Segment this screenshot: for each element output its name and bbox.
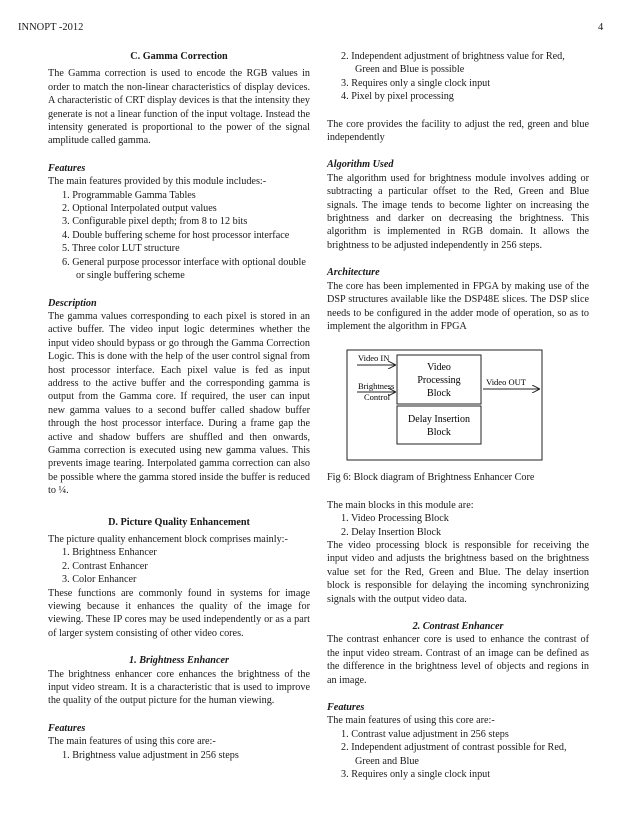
list-item: 3. Color Enhancer (62, 574, 137, 586)
section-heading-pqe: D. Picture Quality Enhancement (108, 516, 250, 528)
list-item: 1. Contrast value adjustment in 256 steps (341, 728, 509, 740)
contrast-paragraph: The contrast enhancer core is used to enhance the contrast of the input video stream. Contrast of an image can be defined as the difference in the brightness level of objects and regions in an image. (327, 634, 589, 686)
blocks-list (327, 512, 589, 539)
block2-line2: Block (427, 427, 451, 439)
description-paragraph: The gamma values corresponding to each pixel is stored in an active buffer. The video input logic determines whether the input video should bypass or go through the Gamma Correction Logic. This is done with the help of the user control signal from host processor interface. Each pixel value is fed as input address to the active buffer and the corresponding gamma is output from the Gamma core. If required, the user can input new gamma values to a second buffer called shadow buffer through the host processor interface. During a frame gap the active and shadow buffers are shuffled and then onwards, Gamma correction is executed using new gamma values. This prevents image tearing. Interpolated gamma correction can also be possible where the gamma stored inside the buffer is reduced to ¼. (48, 310, 310, 497)
list-item: 1. Brightness Enhancer (62, 547, 157, 559)
label-video-in: Video IN (358, 353, 390, 364)
architecture-paragraph: The core has been implemented in FPGA by making use of the DSP structures available like the DSP48E slices. The DSP slice needs to be configured in the adder mode of operation, so as to implement the algorithm in FPGA (327, 280, 589, 332)
block1-line1: Video (427, 362, 451, 374)
list-item: 1. Video Processing Block (341, 513, 449, 525)
features3-intro: The main features of using this core are:- (327, 715, 495, 727)
list-item: 4. Double buffering scheme for host processor interface (62, 229, 290, 241)
features3-heading: Features (327, 702, 365, 713)
list-item: 3. Configurable pixel depth; from 8 to 12 bits (62, 216, 248, 228)
blocks-paragraph: The video processing block is responsible for receiving the input video and adjusts the brightness based on the brightness value set for the Red, Green and Blue. The delay insertion block is responsible for delaying the incoming synchronizing signals with the output video data. (327, 539, 589, 605)
block-diagram (327, 342, 589, 464)
list-item: 2. Independent adjustment of brightness value for Red, Green and Blue is possible (341, 51, 565, 76)
algorithm-paragraph: The algorithm used for brightness module involves adding or subtracting a particular offset to the Red, Green and Blue signals. The image tends to become lighter on increasing the brightness and darker on decreasing the brightness. This algorithm is implemented in RGB domain. It allows the brightness to be adjusted independently in 256 steps. (327, 172, 589, 251)
core-paragraph: The core provides the facility to adjust the red, green and blue independently (327, 118, 589, 144)
features-list (48, 189, 310, 283)
description-heading: Description (48, 297, 97, 309)
pqe-list (48, 546, 310, 586)
block2-line1: Delay Insertion (408, 414, 470, 426)
delay-insertion-block (397, 406, 481, 444)
list-item: 3. Requires only a single clock input (341, 769, 491, 781)
label-video-out: Video OUT (486, 377, 526, 388)
block1-line3: Block (427, 388, 451, 400)
list-item: 2. Delay Insertion Block (341, 526, 442, 538)
algorithm-heading: Algorithm Used (327, 159, 394, 171)
features-intro: The main features provided by this module includes:- (48, 176, 267, 188)
features2-heading: Features (48, 722, 86, 734)
page-number: 4 (598, 22, 604, 33)
list-item: 2. Contrast Enhancer (62, 560, 148, 572)
section-heading-gamma: C. Gamma Correction (130, 51, 228, 62)
contrast-heading: 2. Contrast Enhancer (412, 620, 504, 632)
list-item: 1. Programmable Gamma Tables (62, 189, 196, 201)
list-item: 1. Brightness value adjustment in 256 steps (62, 749, 239, 761)
features2-list (48, 749, 310, 762)
features2-intro: The main features of using this core are:- (48, 736, 216, 748)
block-diagram-figure (327, 342, 589, 464)
block1-line2: Processing (417, 375, 461, 387)
list-item: 5. Three color LUT structure (62, 243, 180, 255)
list-item: 3. Requires only a single clock input (341, 77, 491, 89)
right-column (327, 50, 589, 781)
brightness-heading: 1. Brightness Enhancer (129, 655, 229, 667)
list-item: 4. Pixel by pixel processing (341, 91, 454, 103)
architecture-heading: Architecture (327, 267, 380, 279)
pqe-intro: The picture quality enhancement block comprises mainly:- (48, 534, 288, 545)
figure-caption: Fig 6: Block diagram of Brightness Enhancer Core (327, 472, 535, 484)
running-header: INNOPT -2012 (18, 22, 84, 33)
continued-features-list (327, 50, 589, 104)
label-brightness: Brightness (358, 381, 395, 392)
list-item: 6. General purpose processor interface with optional double or single buffering scheme (62, 256, 306, 282)
features3-list (327, 728, 589, 782)
left-column (48, 50, 310, 762)
features-heading: Features (48, 162, 86, 174)
gamma-intro-paragraph: The Gamma correction is used to encode the RGB values in order to match the non-linear characteristics of display devices. A characteristic of CRT display devices is that the intensity they generate is not a linear function of the input voltage. Instead the intensity generated is proportional to the power of the signal amplitude called gamma. (48, 68, 310, 147)
list-item: 2. Independent adjustment of contrast possible for Red, Green and Blue (341, 742, 567, 767)
pqe-paragraph: These functions are commonly found in systems for image viewing because it enhances the quality of the image for viewing. These IP cores may be used independently or as a part of larger system consisting of other video cores. (48, 587, 310, 639)
list-item: 2. Optional Interpolated output values (62, 203, 217, 215)
blocks-intro: The main blocks in this module are: (327, 499, 474, 511)
brightness-paragraph: The brightness enhancer core enhances the brightness of the input video stream. It is a characteristic that is used to improve the quality of the output picture for the human viewing. (48, 668, 310, 707)
label-control: Control (364, 392, 390, 403)
